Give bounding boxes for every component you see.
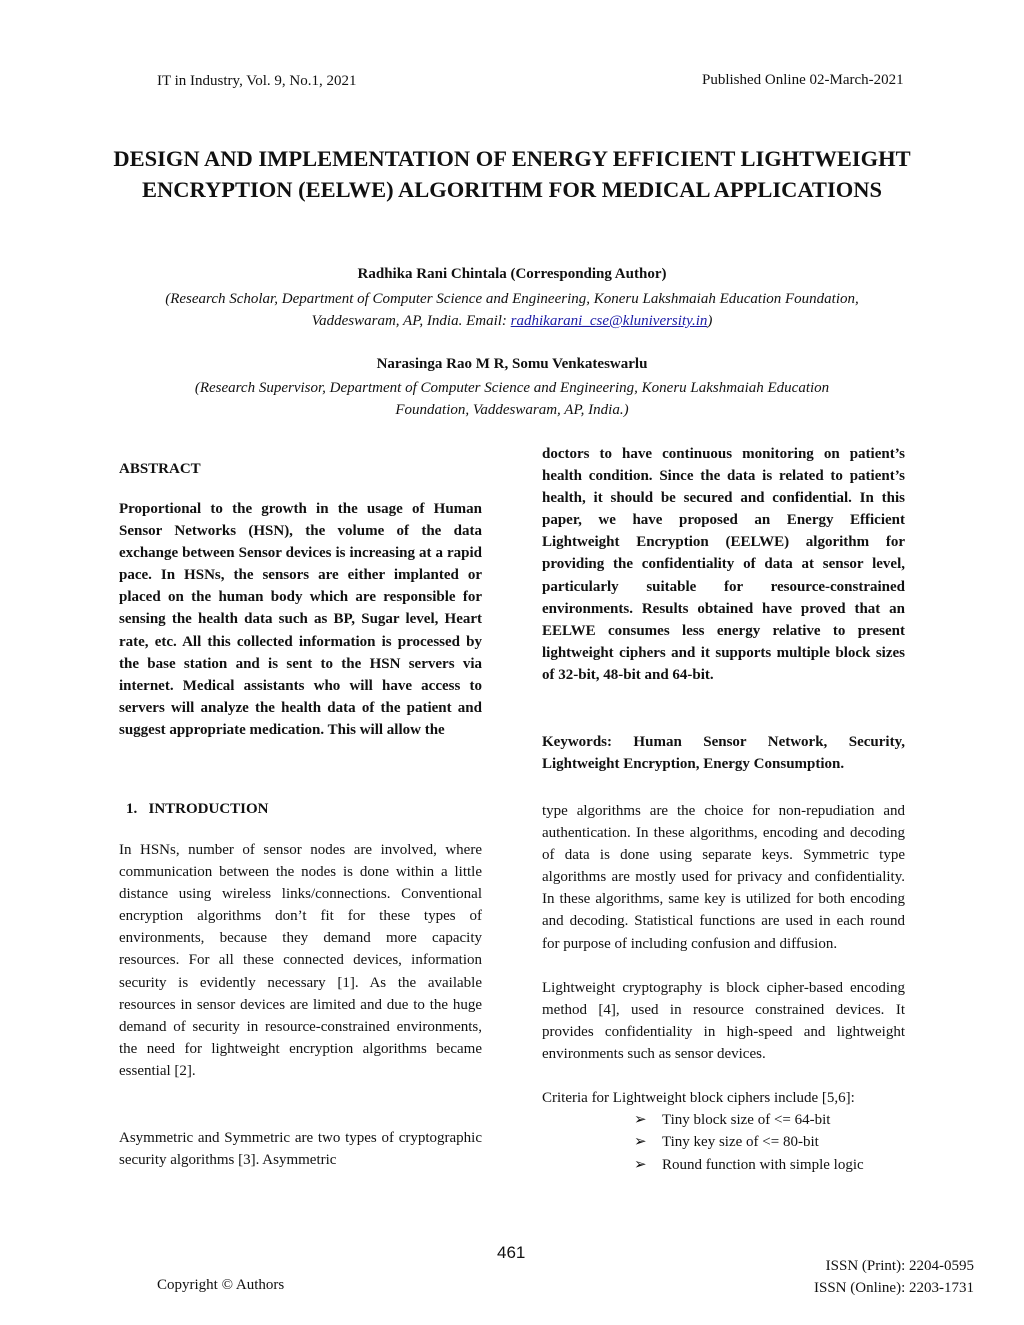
journal-info: IT in Industry, Vol. 9, No.1, 2021 [157,73,357,89]
list-item [634,1131,864,1153]
section-title: INTRODUCTION [148,801,269,817]
intro-paragraph-1: In HSNs, number of sensor nodes are involved, where communication between the nodes is done within a little distance using wireless links/connections. Conventional encryption algorithms don’t fit for these types of environments, because they demand more capacity resources. For all these connected devices, information security is evidently necessary [1]. As the available resources in sensor devices are limited and due to the huge demand of security in resource-constrained environments, the need for lightweight encryption algorithms became essential [2]. [119,842,482,1079]
intro-paragraph-3: type algorithms are the choice for non-repudiation and authentication. In these algorithms, encoding and decoding of data is done using separate keys. Symmetric type algorithms are mostly used for privacy and confidentiality. In these algorithms, same key is utilized for both encoding and decoding. Statistical functions are used in each round for purpose of including confusion and diffusion. [542,803,905,952]
issn-print: ISSN (Print): 2204-0595 [825,1258,974,1274]
abstract-text-right: doctors to have continuous monitoring on patient’s health condition. Since the data is related to patient’s health, it should be secured and confidential. In this paper, we have proposed an Energy Efficient Lightweight Encryption (EELWE) algorithm for providing the confidentiality of data at sensor level, particularly suitable for resource-constrained environments. Results obtained have proved that an EELWE consumes less energy relative to present lightweight ciphers and it supports multiple block sizes of 32-bit, 48-bit and 64-bit. [542,446,905,683]
affiliation-close: ) [707,313,713,329]
criteria-list [634,1109,864,1176]
section-heading-introduction [126,801,269,818]
author-supervisors: Narasinga Rao M R, Somu Venkateswarlu [376,356,648,372]
list-item [634,1109,864,1131]
issn-online: ISSN (Online): 2203-1731 [814,1280,974,1296]
page-number: 461 [497,1243,526,1262]
arrow-bullet-icon: ➢ [634,1156,647,1173]
affiliation-text: Vaddeswaram, AP, India. Email: [311,313,511,329]
affiliation-line-1: (Research Supervisor, Department of Computer Science and Engineering, Koneru Lakshmaiah Education [194,380,830,396]
copyright: Copyright © Authors [157,1277,285,1293]
affiliation-line-1: (Research Scholar, Department of Computer Science and Engineering, Koneru Lakshmaiah Education Foundation, [165,291,859,307]
section-number: 1. [126,801,138,817]
publication-date: Published Online 02-March-2021 [702,72,904,88]
abstract-heading: ABSTRACT [119,461,201,477]
intro-paragraph-2: Asymmetric and Symmetric are two types of cryptographic security algorithms [3]. Asymmetric [119,1130,482,1169]
author-supervisors-affiliation [60,377,964,421]
list-item [634,1154,864,1176]
affiliation-line-2 [60,310,964,332]
list-item-text: Tiny block size of <= 64-bit [662,1112,831,1128]
email-link[interactable]: radhikarani_cse@kluniversity.in [510,313,708,329]
intro-paragraph-4: Lightweight cryptography is block cipher-based encoding method [4], used in resource constrained devices. It provides confidentiality in high-speed and lightweight environments such as sensor devices. [542,980,905,1063]
paper-title: DESIGN AND IMPLEMENTATION OF ENERGY EFFICIENT LIGHTWEIGHT ENCRYPTION (EELWE) ALGORITHM FOR MEDICAL APPLICATIONS [113,146,911,202]
abstract-text-left: Proportional to the growth in the usage of Human Sensor Networks (HSN), the volume of the data exchange between Sensor devices is increasing at a rapid pace. In HSNs, the sensors are either implanted or placed on the human body which are responsible for sensing the health data such as BP, Sugar level, Heart rate, etc. All this collected information is processed by the base station and is sent to the HSN servers via internet. Medical assistants who will have access to servers will analyze the health data of the patient and suggest appropriate medication. This will allow the [119,501,482,738]
affiliation-line-2: Foundation, Vaddeswaram, AP, India.) [395,402,629,418]
keywords: Keywords: Human Sensor Network, Security, Lightweight Encryption, Energy Consumption. [542,734,905,773]
author-primary: Radhika Rani Chintala (Corresponding Author) [357,266,667,282]
arrow-bullet-icon: ➢ [634,1112,647,1128]
list-item-text: Round function with simple logic [662,1156,864,1173]
criteria-line: Criteria for Lightweight block ciphers include [5,6]: [542,1090,855,1106]
author-primary-affiliation [60,288,964,332]
arrow-bullet-icon: ➢ [634,1134,647,1151]
list-item-text: Tiny key size of <= 80-bit [662,1134,819,1151]
